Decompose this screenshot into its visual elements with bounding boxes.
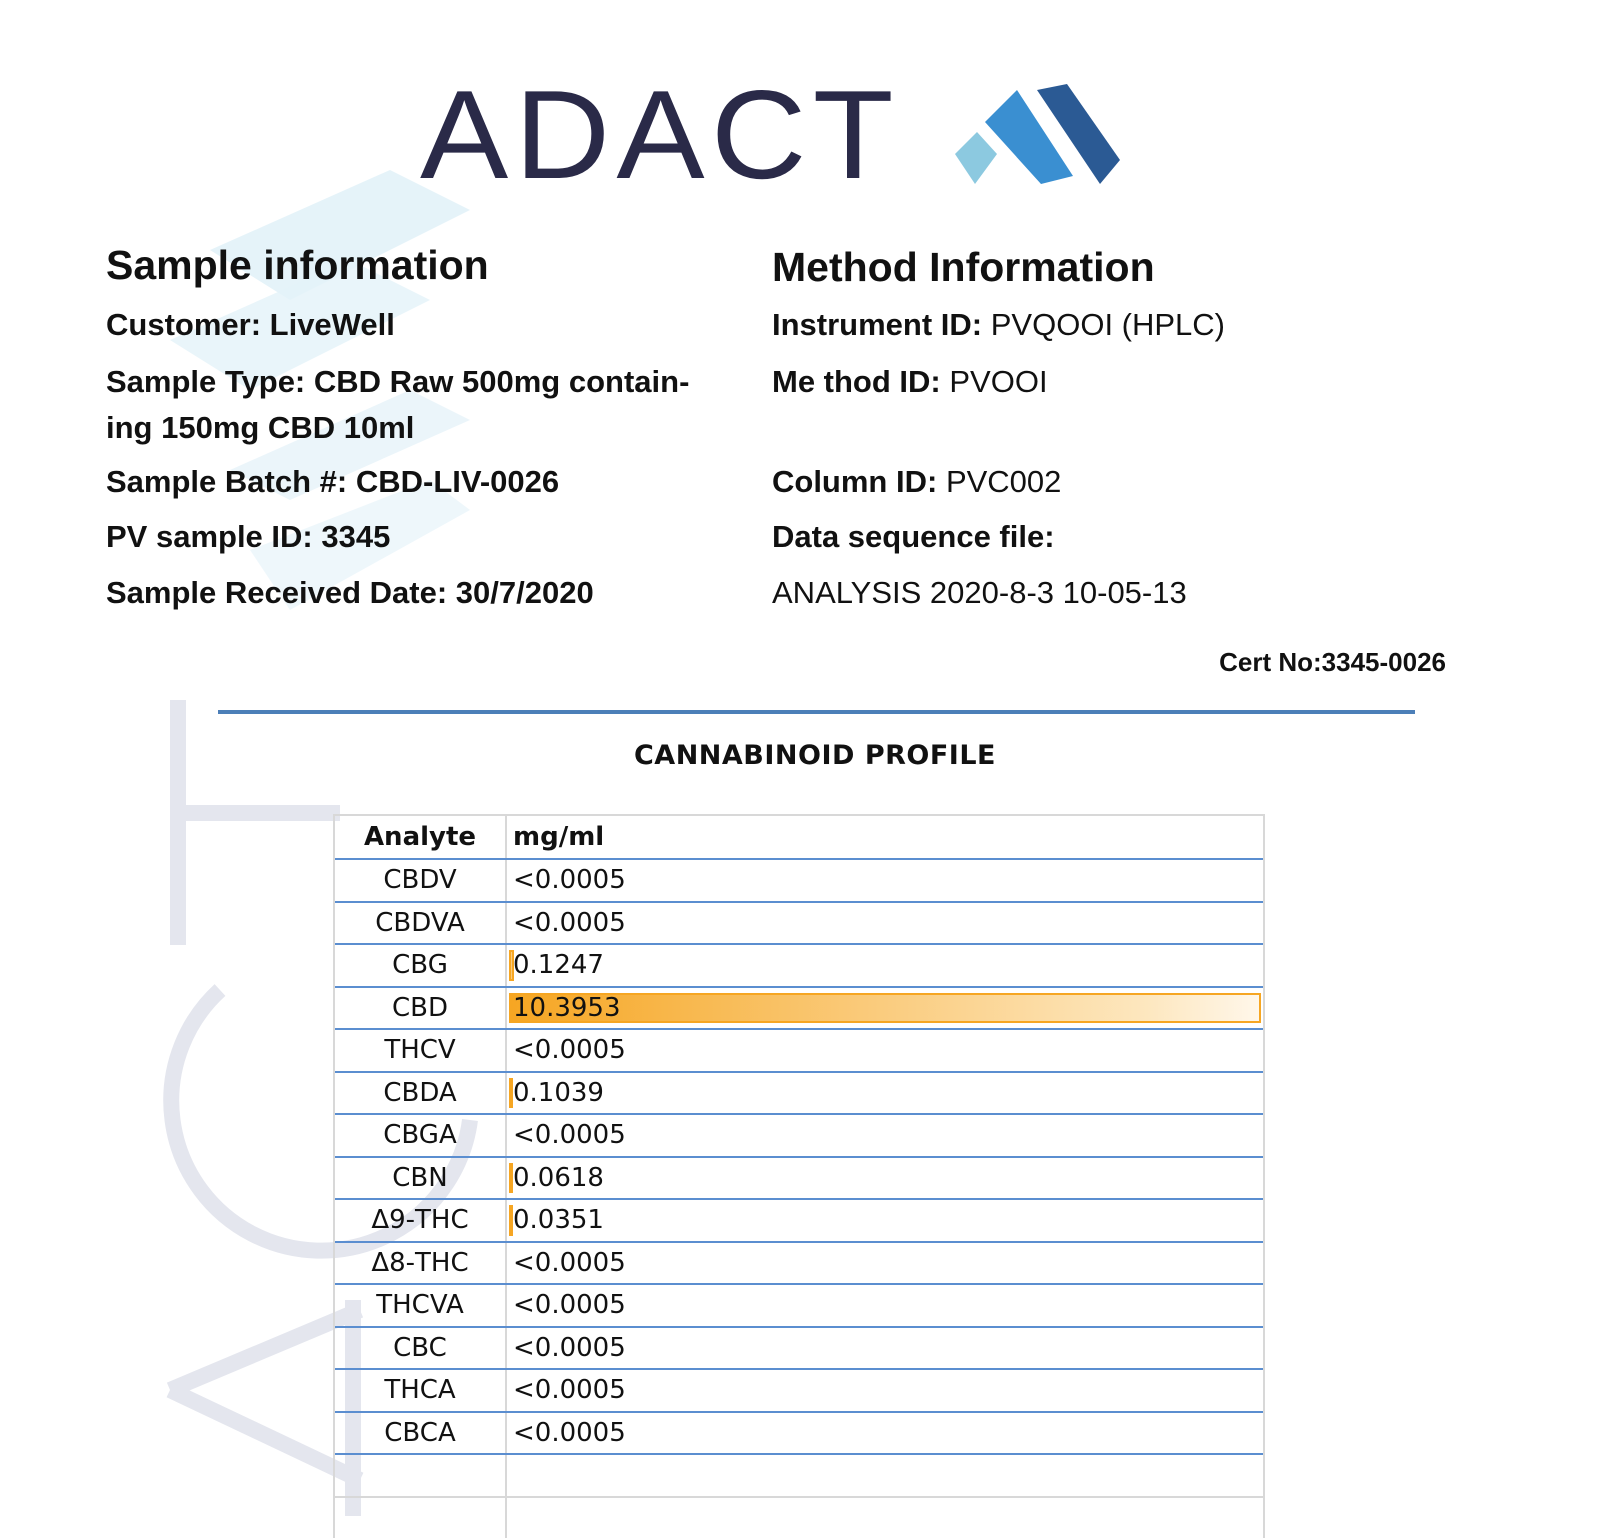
batch-label: Sample Batch #:: [106, 464, 347, 499]
table-row: [335, 945, 1263, 988]
analyte-cell: Δ8-THC: [335, 1243, 507, 1284]
sample-type-value-2: ing 150mg CBD 10ml: [106, 410, 414, 445]
analyte-cell: CBCA: [335, 1413, 507, 1454]
analyte-cell: CBN: [335, 1158, 507, 1199]
empty-value-cell: [507, 1455, 1263, 1496]
analyte-cell: Δ9-THC: [335, 1200, 507, 1241]
empty-value-cell: [507, 1498, 1263, 1538]
instrument-label: Instrument ID:: [772, 307, 982, 342]
value-text: 10.3953: [513, 993, 621, 1023]
table-row: [335, 860, 1263, 903]
table-header-row: [335, 816, 1263, 860]
table-row: [335, 1158, 1263, 1201]
instrument-value: PVQOOI (HPLC): [991, 307, 1225, 342]
method-info-title: Method Information: [772, 247, 1155, 288]
value-cell: [507, 1285, 1263, 1326]
value-text: 0.0351: [513, 1205, 604, 1235]
value-cell: [507, 1200, 1263, 1241]
value-text: <0.0005: [513, 1375, 626, 1405]
sequence-value: ANALYSIS 2020-8-3 10-05-13: [772, 575, 1187, 610]
customer-value: LiveWell: [270, 307, 395, 342]
value-text: <0.0005: [513, 865, 626, 895]
value-text: 0.0618: [513, 1163, 604, 1193]
value-cell: [507, 1328, 1263, 1369]
method-id-value: PVOOI: [949, 364, 1047, 399]
analyte-cell: CBDV: [335, 860, 507, 901]
value-text: <0.0005: [513, 1120, 626, 1150]
table-row: [335, 988, 1263, 1031]
table-row-empty: [335, 1455, 1263, 1498]
sequence-value-line: [772, 571, 1472, 615]
pv-id-line: [106, 515, 756, 559]
empty-analyte-cell: [335, 1498, 507, 1538]
column-id-value: PVC002: [946, 464, 1061, 499]
column-id-label: Column ID:: [772, 464, 937, 499]
empty-analyte-cell: [335, 1455, 507, 1496]
profile-title: CANNABINOID PROFILE: [0, 740, 1600, 771]
sequence-label: Data sequence file:: [772, 519, 1055, 554]
analyte-cell: CBG: [335, 945, 507, 986]
analyte-cell: CBGA: [335, 1115, 507, 1156]
instrument-line: [772, 303, 1472, 347]
value-text: <0.0005: [513, 908, 626, 938]
sample-type-line-2: [106, 406, 756, 450]
cert-number: Cert No:3345-0026: [1219, 647, 1446, 678]
logo-text: ADACT: [420, 72, 900, 198]
analyte-cell: CBDVA: [335, 903, 507, 944]
method-id-label: Me thod ID:: [772, 364, 941, 399]
value-text: <0.0005: [513, 1035, 626, 1065]
value-cell: [507, 1158, 1263, 1199]
batch-line: [106, 460, 756, 504]
cannabinoid-table: [333, 814, 1265, 1538]
table-row: [335, 1115, 1263, 1158]
analyte-cell: CBD: [335, 988, 507, 1029]
table-row: [335, 1200, 1263, 1243]
company-logo: [420, 78, 1120, 190]
analyte-cell: CBDA: [335, 1073, 507, 1114]
value-cell: [507, 1115, 1263, 1156]
table-row: [335, 1413, 1263, 1456]
sequence-line: [772, 515, 1472, 559]
table-row: [335, 1285, 1263, 1328]
sample-type-value-1: CBD Raw 500mg contain-: [314, 364, 690, 399]
value-text: 0.1039: [513, 1078, 604, 1108]
received-value: 30/7/2020: [456, 575, 594, 610]
batch-value: CBD-LIV-0026: [356, 464, 559, 499]
value-cell: [507, 945, 1263, 986]
table-row: [335, 1030, 1263, 1073]
table-row: [335, 903, 1263, 946]
received-label: Sample Received Date:: [106, 575, 447, 610]
logo-mark-icon: [955, 84, 1120, 188]
table-row: [335, 1370, 1263, 1413]
divider-rule: [218, 710, 1415, 714]
header-analyte: Analyte: [335, 816, 507, 858]
data-bar: [509, 993, 1261, 1024]
value-cell: [507, 860, 1263, 901]
value-cell: [507, 1370, 1263, 1411]
value-text: <0.0005: [513, 1333, 626, 1363]
value-cell: [507, 988, 1263, 1029]
value-cell: [507, 903, 1263, 944]
analyte-cell: CBC: [335, 1328, 507, 1369]
value-text: <0.0005: [513, 1248, 626, 1278]
table-row: [335, 1243, 1263, 1286]
customer-label: Customer:: [106, 307, 261, 342]
pv-id-value: 3345: [321, 519, 390, 554]
sample-type-label: Sample Type:: [106, 364, 305, 399]
table-row: [335, 1073, 1263, 1116]
value-text: <0.0005: [513, 1418, 626, 1448]
table-row-empty: [335, 1498, 1263, 1538]
analyte-cell: THCA: [335, 1370, 507, 1411]
table-body: [335, 860, 1263, 1455]
value-cell: [507, 1073, 1263, 1114]
value-text: <0.0005: [513, 1290, 626, 1320]
analyte-cell: THCV: [335, 1030, 507, 1071]
header-value: [507, 816, 1263, 858]
value-cell: [507, 1243, 1263, 1284]
pv-id-label: PV sample ID:: [106, 519, 313, 554]
analyte-cell: THCVA: [335, 1285, 507, 1326]
sample-info-title: Sample information: [106, 245, 489, 286]
received-line: [106, 571, 756, 615]
value-cell: [507, 1030, 1263, 1071]
customer-line: [106, 303, 756, 347]
header-value-label: mg/ml: [513, 822, 604, 852]
column-id-line: [772, 460, 1472, 504]
value-text: 0.1247: [513, 950, 604, 980]
sample-type-line: [106, 360, 756, 404]
value-cell: [507, 1413, 1263, 1454]
method-id-line: [772, 360, 1472, 404]
table-row: [335, 1328, 1263, 1371]
